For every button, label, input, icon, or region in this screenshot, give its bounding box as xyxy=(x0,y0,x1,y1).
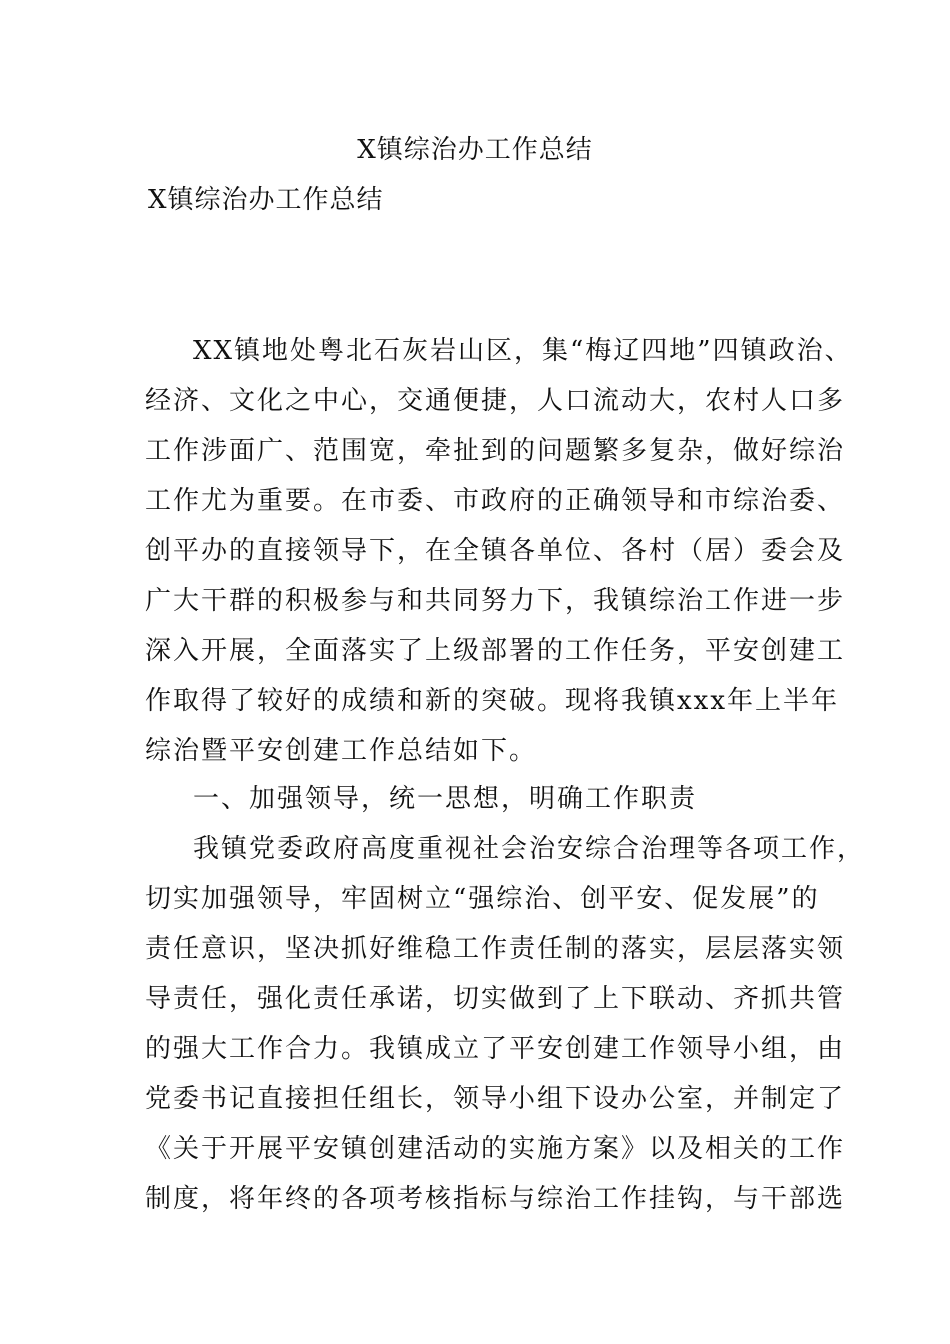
paragraph-line: 我镇党委政府高度重视社会治安综合治理等各项工作， xyxy=(193,834,866,864)
paragraph-line: 综治暨平安创建工作总结如下。 xyxy=(145,736,538,766)
paragraph-line: 经济、文化之中心，交通便捷，人口流动大，农村人口多 xyxy=(145,386,846,416)
paragraph-line: 工作尤为重要。在市委、市政府的正确领导和市综治委、 xyxy=(145,486,846,516)
paragraph-line: 广大干群的积极参与和共同努力下，我镇综治工作进一步 xyxy=(145,586,846,616)
paragraph-line: 责任意识，坚决抓好维稳工作责任制的落实，层层落实领 xyxy=(145,934,846,964)
paragraph-line: 《关于开展平安镇创建活动的实施方案》以及相关的工作 xyxy=(145,1134,846,1164)
paragraph-line: 制度，将年终的各项考核指标与综治工作挂钩，与干部选 xyxy=(145,1184,846,1214)
paragraph-line: 创平办的直接领导下，在全镇各单位、各村（居）委会及 xyxy=(145,536,846,566)
paragraph-line: 工作涉面广、范围宽，牵扯到的问题繁多复杂，做好综治 xyxy=(145,436,846,466)
paragraph-line: 深入开展，全面落实了上级部署的工作任务，平安创建工 xyxy=(145,636,846,666)
document-title: X镇综治办工作总结 xyxy=(357,135,593,165)
document-subtitle: X镇综治办工作总结 xyxy=(148,185,384,215)
paragraph-line: 作取得了较好的成绩和新的突破。现将我镇xxx年上半年 xyxy=(145,686,839,716)
paragraph-line: 的强大工作合力。我镇成立了平安创建工作领导小组，由 xyxy=(145,1034,846,1064)
paragraph-line: 党委书记直接担任组长，领导小组下设办公室，并制定了 xyxy=(145,1084,846,1114)
paragraph-line: 导责任，强化责任承诺，切实做到了上下联动、齐抓共管 xyxy=(145,984,846,1014)
paragraph-line: XX镇地处粤北石灰岩山区，集“梅辽四地”四镇政治、 xyxy=(193,336,853,366)
paragraph-line: 切实加强领导，牢固树立“强综治、创平安、促发展”的 xyxy=(145,884,820,914)
section-heading: 一、加强领导，统一思想，明确工作职责 xyxy=(193,784,698,814)
